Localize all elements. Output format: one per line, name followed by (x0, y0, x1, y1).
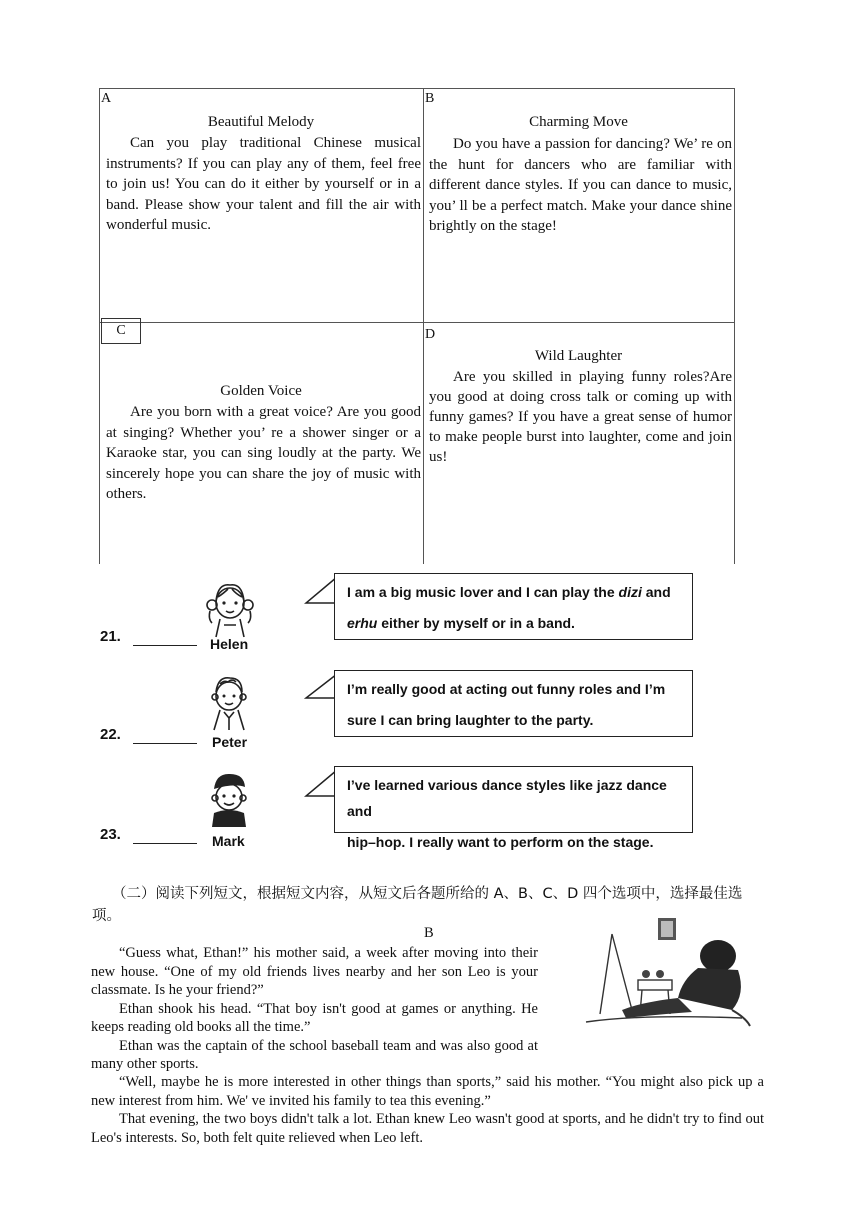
speech-bubble (334, 766, 693, 850)
person-name: Peter (212, 734, 248, 750)
bubble-em: erhu (347, 615, 378, 631)
passage (91, 944, 538, 1074)
ad-body: Can you play traditional Chinese musical instruments? If you can play any of them, feel free to join us! You can do it either by yourself or in a band. Please show your talent and fill the air with wonderful music. (106, 135, 421, 233)
ad-title: Golden Voice (220, 383, 302, 399)
answer-blank[interactable] (133, 829, 197, 844)
question-number: 21. (100, 628, 121, 645)
passage-continued (91, 1073, 764, 1147)
paragraph: Ethan shook his head. “That boy isn't good at games or anything. He keeps reading old books all the time.” (91, 1000, 538, 1035)
person-name: Mark (212, 833, 245, 849)
bubble-text: either by myself or in a band. (377, 615, 575, 631)
answer-blank[interactable] (133, 631, 197, 646)
bubble-text: I’ve learned various dance styles like jazz dance and (347, 777, 667, 819)
person-name: Helen (210, 636, 249, 652)
paragraph: That evening, the two boys didn't talk a lot. Ethan knew Leo wasn't good at sports, and he didn't try to find out Leo's interests. So, both felt quite relieved when Leo left. (91, 1111, 764, 1146)
ad-letter: D (425, 327, 436, 342)
speech-bubble (334, 573, 693, 640)
ads-table (99, 88, 735, 564)
reading-boy-illustration-icon (582, 914, 752, 1038)
speech-bubble-tail (304, 768, 338, 800)
answer-blank[interactable] (133, 729, 197, 744)
ad-letter-box (101, 318, 141, 344)
speech-bubble (334, 670, 693, 737)
bubble-text: I’m really good at acting out funny roles and I’m (347, 681, 666, 697)
ad-body: Are you born with a great voice? Are you good at singing? Whether you’ re a shower singer or a Karaoke star, you can sing loudly at the party. We sincerely hope you can share the joy of music with others. (106, 404, 421, 502)
mark-avatar-icon (206, 771, 252, 829)
paragraph: “Well, maybe he is more interested in other things than sports,” said his mother. “You might also pick up a new interest from him. We' ve invited his family to tea this evening.” (91, 1074, 764, 1109)
bubble-text: I am a big music lover and I can play the (347, 584, 619, 600)
peter-avatar-icon (206, 670, 252, 732)
question-number: 23. (100, 826, 121, 843)
speech-bubble-tail (304, 575, 338, 607)
bubble-text: sure I can bring laughter to the party. (347, 712, 594, 728)
section-instruction: （二）阅读下列短文，根据短文内容，从短文后各题所给的 A、B、C、D 四个选项中，选择最佳选项。 (92, 886, 743, 924)
ad-title: Wild Laughter (534, 348, 623, 364)
question-number: 22. (100, 726, 121, 743)
ad-letter: A (101, 91, 112, 106)
ad-letter: B (425, 91, 435, 106)
helen-avatar-icon (204, 575, 256, 639)
ad-body: Do you have a passion for dancing? We’ re on the hunt for dancers who are familiar with different dance styles. If you can dance to music, you’ ll be a perfect match. Make your dance shine brightly on the stage! (429, 136, 732, 234)
bubble-em: dizi (618, 584, 642, 600)
paragraph: “Guess what, Ethan!” his mother said, a week after moving into their new house. “One of my old friends lives nearby and her son Leo is your classmate. Is he your friend?” (91, 945, 538, 998)
ad-title: Charming Move (529, 114, 628, 130)
ad-letter: C (116, 323, 126, 338)
ad-title: Beautiful Melody (207, 114, 315, 130)
paragraph: Ethan was the captain of the school baseball team and was also good at many other sports. (91, 1037, 538, 1072)
bubble-text: and (641, 584, 671, 600)
ad-body: Are you skilled in playing funny roles?Are you good at doing cross talk or coming up with funny games? If you have a great sense of humor to make people burst into laughter, come and join us! (429, 369, 732, 465)
passage-letter: B (424, 925, 434, 941)
bubble-text: hip–hop. I really want to perform on the stage. (347, 834, 654, 850)
speech-bubble-tail (304, 672, 338, 704)
